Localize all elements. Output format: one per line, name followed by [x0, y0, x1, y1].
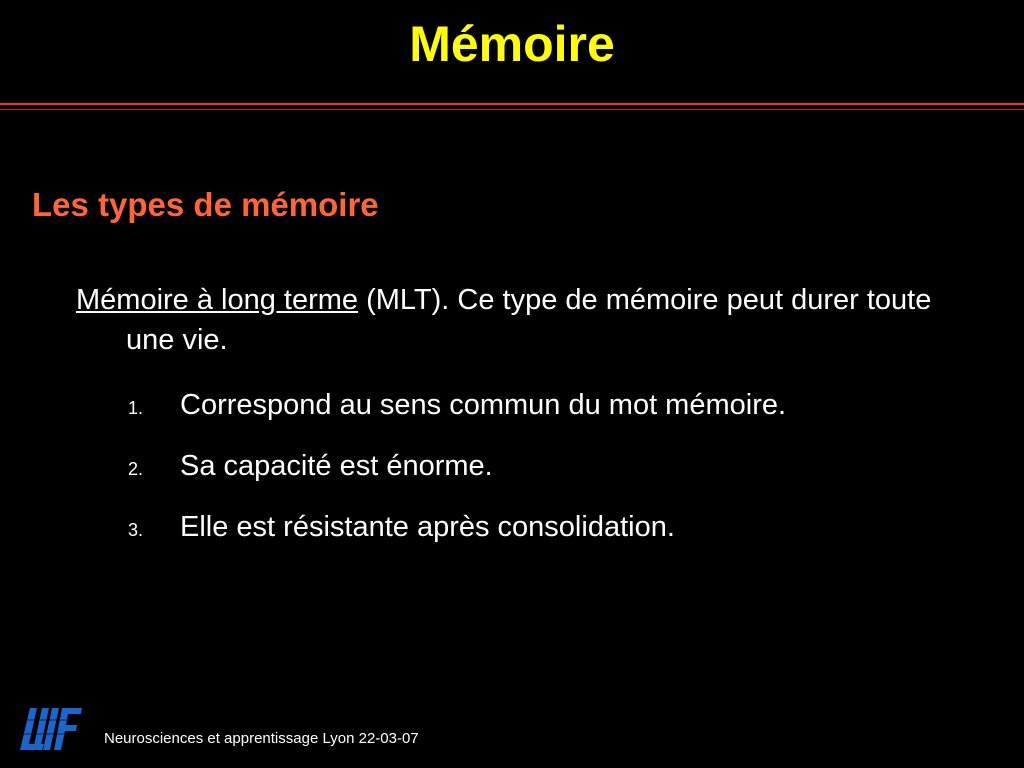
intro-paragraph — [76, 280, 956, 360]
list-item-text: Correspond au sens commun du mot mémoire. — [180, 389, 787, 421]
title-divider-bottom — [0, 109, 1024, 110]
section-heading: Les types de mémoire — [32, 186, 379, 223]
title-divider-top — [0, 103, 1024, 105]
liif-logo-icon — [20, 706, 84, 752]
list-item-text: Sa capacité est énorme. — [180, 450, 493, 482]
list-item-number: 2. — [128, 459, 144, 479]
slide-title: Mémoire — [409, 16, 615, 72]
list-item-text: Elle est résistante après consolidation. — [180, 511, 675, 543]
numbered-list — [128, 380, 786, 563]
list-item-number: 1. — [128, 398, 144, 418]
list-item-number: 3. — [128, 520, 144, 540]
list-item — [128, 380, 786, 441]
footer-text: Neurosciences et apprentissage Lyon 22-03-07 — [104, 730, 419, 747]
intro-description: (MLT). Ce type de mémoire peut durer toute une vie. — [126, 284, 932, 356]
list-item — [128, 441, 786, 502]
intro-term: Mémoire à long terme — [76, 284, 359, 316]
list-item — [128, 502, 786, 563]
